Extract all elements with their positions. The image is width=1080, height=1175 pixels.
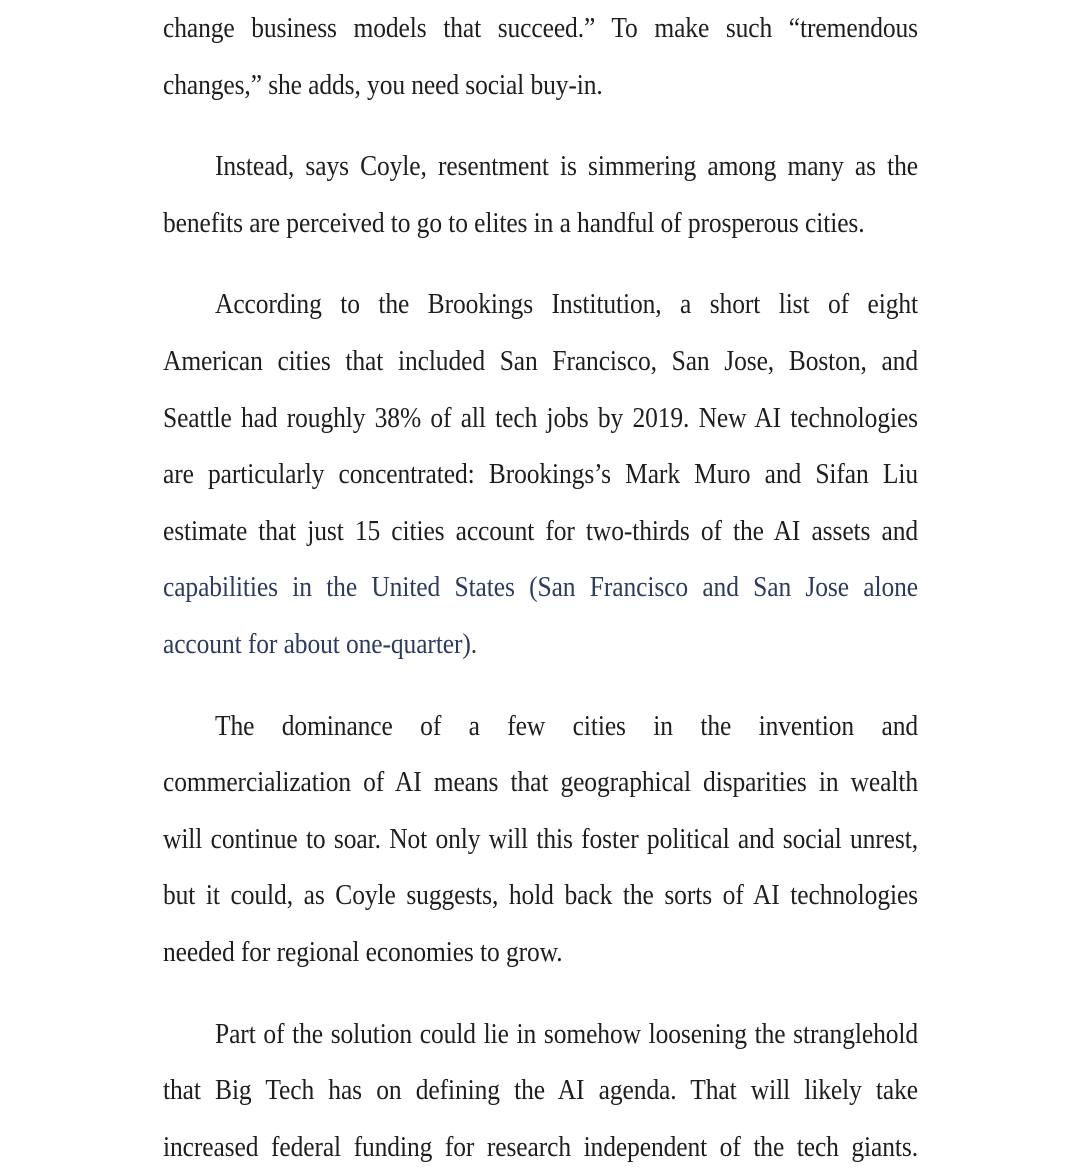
text-line: The dominance of a few cities in the invention and xyxy=(215,709,918,741)
text-line: changes,” she adds, you need social buy-in. xyxy=(163,68,603,100)
text-line: commercialization of AI means that geographical disparities in wealth xyxy=(163,765,918,798)
paragraph xyxy=(163,0,918,113)
text-line: needed for regional economies to grow. xyxy=(163,935,563,968)
paragraph xyxy=(163,138,918,251)
text-line: but it could, as Coyle suggests, hold back the sorts of AI technologies xyxy=(163,878,918,911)
text-line: According to the Brookings Institution, a short list of eight xyxy=(215,287,918,320)
text-line: increased federal funding for research independent of the tech giants. xyxy=(163,1130,918,1163)
text-line: benefits are perceived to go to elites in a handful of prosperous cities. xyxy=(163,206,865,239)
highlighted-text-line: capabilities in the United States (San Francisco and San Jose alone xyxy=(163,570,918,603)
text-line: Seattle had roughly 38% of all tech jobs by 2019. New AI technologies xyxy=(163,401,918,433)
paragraph xyxy=(163,1006,918,1175)
text-line: estimate that just 15 cities account for two-thirds of the AI assets and xyxy=(163,514,918,547)
paragraph xyxy=(163,698,918,981)
paragraph xyxy=(163,276,918,672)
text-line: Instead, says Coyle, resentment is simmering among many as the xyxy=(215,149,918,182)
highlighted-text-line: account for about one-quarter). xyxy=(163,627,478,660)
text-line: will continue to soar. Not only will this foster political and social unrest, xyxy=(163,822,918,855)
text-line: that Big Tech has on defining the AI agenda. That will likely take xyxy=(163,1073,918,1106)
text-line: are particularly concentrated: Brookings’s Mark Muro and Sifan Liu xyxy=(163,457,918,490)
text-line: American cities that included San Francisco, San Jose, Boston, and xyxy=(163,344,918,377)
text-line: change business models that succeed.” To make such “tremendous xyxy=(163,11,918,44)
text-line: Part of the solution could lie in somehow loosening the stranglehold xyxy=(215,1016,918,1049)
